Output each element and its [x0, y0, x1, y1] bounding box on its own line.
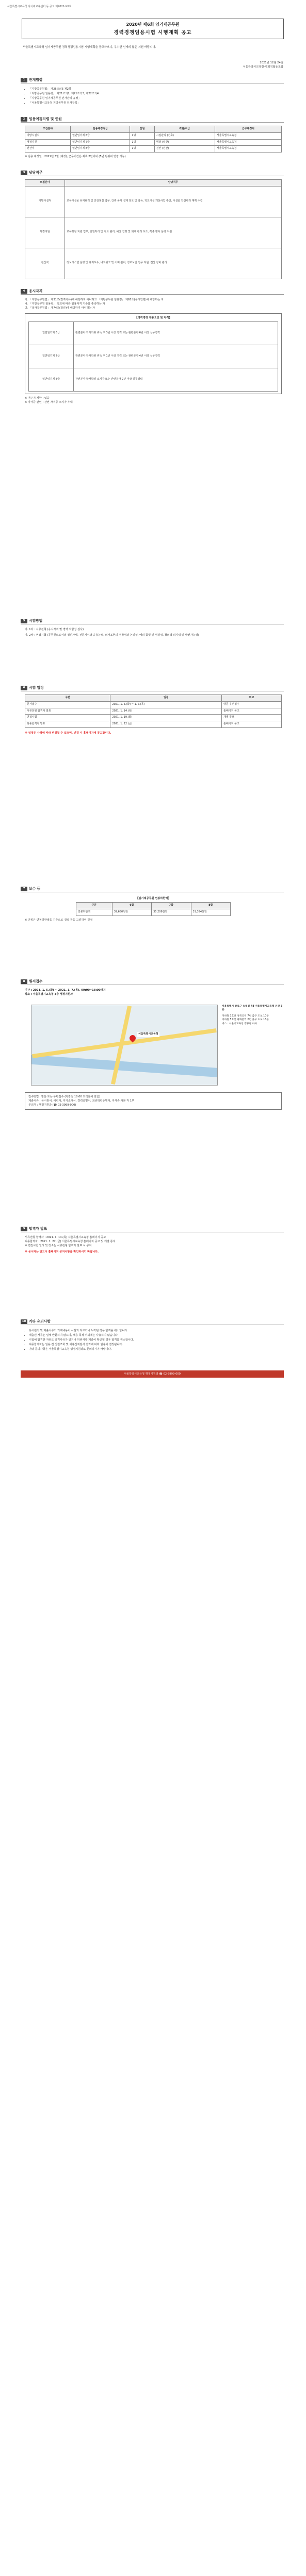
table-header: 담당직무: [65, 180, 282, 187]
qualification-sub: ※ 자격증 관련 : 관련 자격증 소지자 우대: [25, 401, 73, 404]
section-8-methods: [25, 1092, 282, 1110]
table-header: 6급: [112, 903, 151, 909]
section-9-body: [25, 1235, 282, 1254]
qualification-paragraph: 다. 「국가공무원법」 제74조(정년)에 해당하지 아니하는 자: [25, 307, 95, 310]
method-item: 제출서류 : 응시원서, 이력서, 자기소개서, 경력증명서, 최종학력증명서, 자격증 사본 각 1부: [28, 1099, 135, 1103]
table-header: 7급: [152, 903, 191, 909]
section-number: 2: [21, 117, 27, 122]
announcement-item: ※ 면접시험 일시 및 장소는 서류전형 합격자 발표 시 공지: [25, 1244, 92, 1248]
section-1-heading: [21, 77, 42, 83]
table-row: 면접시험 2021. 1. 19.(화) 개별 통보: [25, 715, 282, 721]
issuer: 서울특별시교육감·사회적협동조합: [243, 65, 283, 69]
exam-method-item: 가. 1차 : 서류전형 (응시자격 및 경력 적합성 심사): [25, 628, 84, 631]
location-directions: [222, 1005, 284, 1026]
table-row: 서류전형 합격자 발표 2021. 1. 14.(목) 홈페이지 공고: [25, 708, 282, 715]
section-4-heading: [21, 289, 42, 294]
table-row: 전산직 일반임기제 8급 1명 전산 (전산) 서울특별시교육청: [25, 146, 282, 152]
qualification-table-title: 【경력경쟁 채용요건 및 자격】: [135, 316, 172, 320]
pay-table: [76, 902, 231, 916]
section-1-body: [25, 87, 282, 106]
table-row: 행정지원 교육행정 지원 업무, 민원처리 및 자료 관리, 예산 집행 및 회계 관리 보조, 각종 행사 운영 지원: [25, 217, 282, 248]
section-number: 6: [21, 686, 27, 690]
address: 서울특별시 종로구 송월길 48 서울특별시교육청 본관 3층: [222, 1005, 283, 1012]
notice-item: • 최종합격자는 임용 전 신원조회 및 채용신체검사 결과에 따라 임용이 결정됩니다.: [29, 1343, 282, 1347]
schedule-warning: ※ 일정은 사정에 따라 변경될 수 있으며, 변경 시 홈페이지에 공고합니다.: [25, 731, 111, 735]
section-5-body: [25, 628, 282, 637]
method-box: [25, 1092, 282, 1110]
section-number: 10: [21, 1319, 27, 1324]
section-title: 담당직무: [29, 171, 43, 175]
qualification-paragraph: 나. 「지방공무원 임용령」 별표에 따른 임용자격 기준을 충족하는 자: [25, 302, 105, 306]
map-label: 서울특별시교육청: [137, 1032, 159, 1037]
section-title: 관계법령: [29, 78, 43, 82]
application-place: 장소 : 서울특별시교육청 3층 행정지원과: [25, 993, 73, 996]
duties-table: [25, 179, 282, 279]
table-row: 지방시설직 교육시설물 유지관리 및 안전점검 업무, 건축 공사 설계 검토 및 감독, 학교시설 개선사업 추진, 시설물 안전관리 계획 수립: [25, 186, 282, 217]
announcement-red-notice: ※ 응시자는 반드시 홈페이지 공지사항을 확인하시기 바랍니다.: [25, 1250, 99, 1254]
table-header: 근무예정지: [215, 126, 281, 133]
section-number: 4: [21, 289, 27, 294]
section-4-body: [25, 298, 282, 404]
table-row: 행정지원 일반임기제 7급 1명 행정 (일반) 서울특별시교육청: [25, 139, 282, 146]
positions-table: [25, 126, 282, 152]
pay-table-title: 【임기제공무원 연봉하한액】: [136, 897, 171, 900]
section-number: 9: [21, 1227, 27, 1231]
issue-date: 2021년 12월 24일: [260, 61, 283, 64]
section-2-body: [25, 126, 282, 159]
table-header: 인원: [130, 126, 154, 133]
law-item: • 「서울특별시교육청 지방공무원 인사규칙」: [29, 101, 282, 105]
table-row: 연봉하한액 39,650천원 35,209천원 31,354천원: [76, 909, 231, 916]
section-6-heading: [21, 685, 44, 691]
table-row: 일반임기제 8급 관련분야 학사학위 소지자 또는 관련분야 2년 이상 실무경력: [29, 368, 278, 392]
qualification-box: [25, 313, 282, 394]
section-3-heading: [21, 170, 42, 176]
table-row: 일반임기제 7급 관련분야 학사학위 취득 후 1년 이상 경력 또는 관련분야 4년 이상 실무경력: [29, 345, 278, 368]
location-map: [31, 1005, 218, 1086]
title-box: [22, 19, 284, 39]
law-item: • 「지방공무원법」 제25조의5 제2항: [29, 87, 282, 91]
section-title: 보수 등: [29, 887, 41, 891]
header-note: 서울특별시교육청 사이버교육센터 등 공고 제2021-XX호: [7, 5, 72, 8]
section-title: 시험방법: [29, 619, 43, 623]
table-header: 비고: [222, 695, 282, 702]
section-10-body: [25, 1328, 282, 1352]
transport-item: 지하철 5호선 광화문역 2번 출구 도보 15분: [222, 1019, 269, 1022]
announcement-item: 최종합격자 : 2021. 1. 22.(금) 서울특별시교육청 홈페이지 공고 및 개별 통지: [25, 1240, 116, 1244]
exam-method-item: 나. 2차 : 면접시험 (공무원으로서의 정신자세, 전문지식과 응용능력, 의사표현의 정확성과 논리성, 예의·품행 및 성실성, 창의력·의지력 및 발전가능성): [25, 634, 199, 637]
transport-item: 버스 : 서울시교육청 정류장 하차: [222, 1022, 257, 1025]
table-row: 최종합격자 발표 2021. 1. 22.(금) 홈페이지 공고: [25, 721, 282, 728]
section-number: 3: [21, 171, 27, 175]
schedule-table: [25, 694, 282, 728]
application-period: 기간 : 2021. 1. 5.(화) ~ 2021. 1. 7.(목), 09:00~18:00까지: [25, 989, 106, 992]
section-number: 8: [21, 979, 27, 984]
notice-item: • 응시원서 및 제출서류의 기재내용이 사실과 다르거나 누락된 경우 합격을 취소합니다.: [29, 1329, 282, 1333]
section-title: 응시자격: [29, 289, 43, 293]
title-line2: 경력경쟁임용시험 시행계획 공고: [114, 30, 192, 36]
intro-text: 서울특별시교육청 임기제공무원 경력경쟁임용시험 시행계획을 공고하오니, 우수한 인재의 많은 지원 바랍니다.: [23, 46, 156, 49]
method-item: 접수방법 : 방문 또는 우편접수 (마감일 18:00 도착분에 한함): [28, 1095, 101, 1098]
qualification-sub: ※ 거주지 제한 : 없음: [25, 397, 50, 400]
table-header: 모집분야: [25, 126, 71, 133]
table-header: 직렬/직급: [154, 126, 215, 133]
table-row: 전산직 정보시스템 운영 및 유지보수, 네트워크 및 서버 관리, 정보보안 업무 지원, 전산 장비 관리: [25, 248, 282, 279]
table-header: 임용예정직급: [71, 126, 130, 133]
pay-note: ※ 연봉은 연봉하한액을 기준으로 경력 등을 고려하여 결정: [25, 918, 93, 922]
section-number: 1: [21, 78, 27, 82]
section-8-heading: [21, 979, 42, 985]
law-item: • 「지방공무원 임기제공무원 인사관리 규정」: [29, 96, 282, 100]
notice-item: • 기타 문의사항은 서울특별시교육청 행정지원과로 문의하시기 바랍니다.: [29, 1347, 282, 1351]
qualification-table: [28, 321, 278, 392]
section-number: 7: [21, 887, 27, 891]
section-6-body: [25, 694, 282, 735]
table-row: 원서접수 2021. 1. 5.(화) ~ 1. 7.(목) 방문·우편접수: [25, 701, 282, 708]
law-item: • 「지방공무원 임용령」 제21조의2, 제21조의3, 제22조의4: [29, 92, 282, 96]
section-5-heading: [21, 618, 42, 624]
section-title: 기타 유의사항: [29, 1319, 51, 1324]
section-2-heading: [21, 116, 62, 122]
table-header: 8급: [191, 903, 230, 909]
section-9-heading: [21, 1226, 47, 1232]
title-line1: 2020년 제6회 임기제공무원: [126, 22, 180, 27]
section-number: 5: [21, 619, 27, 623]
table-row: 지방시설직 일반임기제 6급 1명 시설관리 (건축) 서울특별시교육청: [25, 132, 282, 139]
section-title: 합격자 발표: [29, 1227, 47, 1231]
positions-note: ※ 임용 예정일 : 2021년 3월 (예정), 근무기간은 최초 2년이내 (5년 범위내 연장 가능): [25, 155, 126, 158]
section-title: 시험 일정: [29, 686, 44, 690]
section-10-heading: [21, 1319, 51, 1325]
announcement-item: 서류전형 합격자 : 2021. 1. 14.(목) 서울특별시교육청 홈페이지 공고: [25, 1236, 106, 1239]
section-title: 임용예정직렬 및 인원: [29, 117, 62, 121]
section-7-body: [25, 896, 282, 922]
notice-item: • 제출된 서류는 일체 반환하지 않으며, 채용 목적 이외에는 사용하지 않습니다.: [29, 1333, 282, 1337]
section-3-body: [25, 179, 282, 279]
table-header: 일정: [110, 695, 222, 702]
table-header: 구분: [76, 903, 112, 909]
table-header: 구분: [25, 695, 110, 702]
notice-item: • 시험에 합격한 자라도 결격사유가 있거나 허위서류 제출이 확인될 경우 합격을 취소합니다.: [29, 1338, 282, 1342]
issue-info: [243, 61, 283, 69]
table-row: 일반임기제 6급 관련분야 학사학위 취득 후 3년 이상 경력 또는 관련분야 6년 이상 실무경력: [29, 322, 278, 345]
footer-bar: 서울특별시교육청 행정지원과 ☎ 02-3999-000: [21, 1370, 284, 1378]
table-header: 모집분야: [25, 180, 65, 187]
transport-item: 지하철 3호선 경복궁역 7번 출구 도보 10분: [222, 1014, 269, 1018]
method-item: 문의처 : 행정지원과 (☎ 02-3999-000): [28, 1104, 76, 1107]
section-8-body: [25, 988, 282, 996]
section-7-heading: [21, 886, 40, 892]
qualification-paragraph: 가. 「지방공무원법」 제31조(결격사유)에 해당하지 아니하고 「지방공무원 임용령」 제65조(응시연령)에 해당하는 자: [25, 298, 164, 301]
section-title: 원서접수: [29, 979, 43, 984]
